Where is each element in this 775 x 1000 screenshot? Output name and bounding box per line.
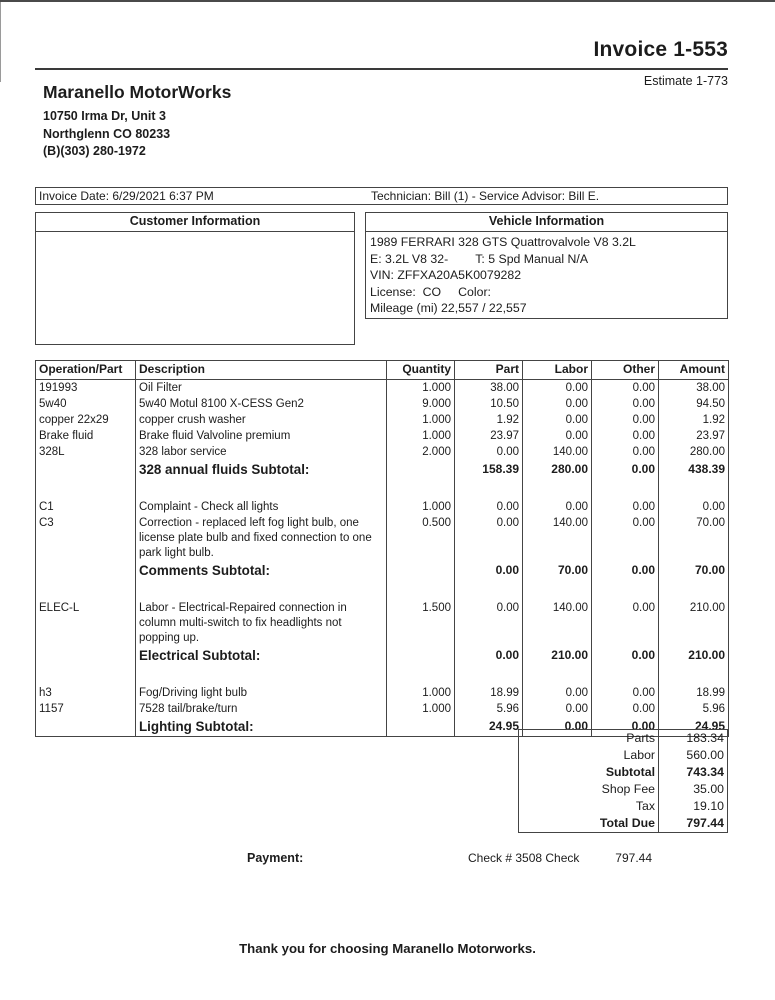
cell-qty: 9.000: [387, 396, 455, 412]
subtotal-amount: 24.95: [659, 717, 729, 737]
cell-operation-part: [36, 717, 136, 737]
customer-information-title: Customer Information: [36, 213, 354, 232]
totals-value: 743.34: [686, 765, 724, 779]
cell-operation-part: C1: [36, 499, 136, 515]
cell-qty: 1.000: [387, 685, 455, 701]
table-row: [36, 600, 729, 646]
totals-label: Labor: [519, 747, 659, 764]
table-header-row: [36, 361, 729, 380]
subtotal-label: Lighting Subtotal:: [136, 717, 387, 737]
cell-operation-part: 5w40: [36, 396, 136, 412]
cell-operation-part: [36, 561, 136, 580]
subtotal-amount: 70.00: [659, 561, 729, 580]
totals-value: 797.44: [686, 816, 724, 830]
spacer-cell: [136, 479, 387, 499]
vehicle-info-line: License: CO Color:: [370, 284, 491, 299]
table-row: [36, 701, 729, 717]
cell-description: copper crush washer: [136, 412, 387, 428]
cell-qty: 1.000: [387, 428, 455, 444]
cell-amount: 70.00: [659, 515, 729, 561]
column-header-part: Part: [455, 361, 523, 380]
spacer-row: [36, 479, 729, 499]
spacer-cell: [523, 580, 592, 600]
subtotal-part: 0.00: [455, 646, 523, 665]
table-row: [36, 396, 729, 412]
cell-part: 1.92: [455, 412, 523, 428]
cell-operation-part: copper 22x29: [36, 412, 136, 428]
cell-labor: 140.00: [523, 515, 592, 561]
payment-method: Check # 3508 Check: [468, 851, 580, 865]
cell-other: 0.00: [592, 685, 659, 701]
totals-value: 183.34: [686, 731, 724, 745]
spacer-cell: [592, 580, 659, 600]
spacer-row: [36, 665, 729, 685]
subtotal-row: [36, 646, 729, 665]
estimate-reference: Estimate 1-773: [643, 74, 728, 88]
table-row: [36, 380, 729, 397]
cell-other: 0.00: [592, 412, 659, 428]
spacer-cell: [592, 479, 659, 499]
spacer-cell: [136, 580, 387, 600]
cell-operation-part: C3: [36, 515, 136, 561]
company-address-line2: Northglenn CO 80233: [43, 126, 171, 141]
subtotal-part: 0.00: [455, 561, 523, 580]
cell-other: 0.00: [592, 600, 659, 646]
totals-label: Subtotal: [519, 764, 659, 781]
vehicle-information-body: [366, 232, 727, 319]
totals-row: [519, 815, 727, 832]
cell-part: 0.00: [455, 444, 523, 460]
cell-other: 0.00: [592, 701, 659, 717]
totals-value: 560.00: [686, 748, 724, 762]
table-row: [36, 515, 729, 561]
technician-info: Technician: Bill (1) - Service Advisor: Bill E.: [371, 189, 600, 203]
cell-part: 5.96: [455, 701, 523, 717]
cell-other: 0.00: [592, 499, 659, 515]
cell-other: 0.00: [592, 515, 659, 561]
vehicle-information-title: Vehicle Information: [366, 213, 727, 232]
spacer-cell: [387, 479, 455, 499]
cell-labor: 0.00: [523, 499, 592, 515]
subtotal-part: 24.95: [455, 717, 523, 737]
table-row: [36, 444, 729, 460]
table-row: [36, 685, 729, 701]
cell-other: 0.00: [592, 428, 659, 444]
spacer-row: [36, 580, 729, 600]
cell-labor: 0.00: [523, 380, 592, 397]
cell-operation-part: ELEC-L: [36, 600, 136, 646]
cell-part: 0.00: [455, 515, 523, 561]
cell-description: Oil Filter: [136, 380, 387, 397]
spacer-cell: [592, 665, 659, 685]
cell-operation-part: [36, 460, 136, 479]
cell-part: 38.00: [455, 380, 523, 397]
cell-description: 5w40 Motul 8100 X-CESS Gen2: [136, 396, 387, 412]
totals-row: [519, 747, 727, 764]
column-header-operation-part: Operation/Part: [36, 361, 136, 380]
column-header-description: Description: [136, 361, 387, 380]
spacer-cell: [659, 479, 729, 499]
subtotal-other: 0.00: [592, 460, 659, 479]
cell-description: Complaint - Check all lights: [136, 499, 387, 515]
spacer-cell: [455, 580, 523, 600]
cell-description: Labor - Electrical-Repaired connection in column multi-switch to fix headlights not popping up.: [136, 600, 387, 646]
cell-operation-part: 328L: [36, 444, 136, 460]
subtotal-labor: 0.00: [523, 717, 592, 737]
column-header-labor: Labor: [523, 361, 592, 380]
cell-qty: 1.000: [387, 701, 455, 717]
cell-amount: 1.92: [659, 412, 729, 428]
cell-qty: [387, 717, 455, 737]
table-row: [36, 428, 729, 444]
subtotal-amount: 210.00: [659, 646, 729, 665]
header-divider-rule: [35, 68, 728, 70]
cell-part: 23.97: [455, 428, 523, 444]
vehicle-info-line: Mileage (mi) 22,557 / 22,557: [370, 301, 527, 316]
payment-label: Payment:: [247, 851, 304, 865]
cell-amount: 280.00: [659, 444, 729, 460]
cell-qty: 1.000: [387, 380, 455, 397]
company-name: Maranello MotorWorks: [43, 82, 232, 102]
vehicle-information-box: [365, 212, 728, 319]
totals-row: [519, 730, 727, 747]
spacer-cell: [523, 479, 592, 499]
cell-description: Fog/Driving light bulb: [136, 685, 387, 701]
subtotal-other: 0.00: [592, 717, 659, 737]
invoice-meta-bar: [35, 187, 728, 205]
cell-operation-part: Brake fluid: [36, 428, 136, 444]
cell-labor: 0.00: [523, 428, 592, 444]
cell-qty: 1.500: [387, 600, 455, 646]
spacer-cell: [36, 580, 136, 600]
spacer-cell: [659, 580, 729, 600]
payment-amount: 797.44: [615, 851, 652, 865]
customer-information-box: [35, 212, 355, 345]
company-phone: (B)(303) 280-1972: [43, 144, 146, 158]
table-row: [36, 412, 729, 428]
cell-amount: 5.96: [659, 701, 729, 717]
spacer-cell: [659, 665, 729, 685]
invoice-number-title: Invoice 1-553: [593, 38, 728, 61]
cell-part: 0.00: [455, 499, 523, 515]
cell-amount: 94.50: [659, 396, 729, 412]
cell-amount: 38.00: [659, 380, 729, 397]
cell-amount: 23.97: [659, 428, 729, 444]
thank-you-note: Thank you for choosing Maranello Motorworks.: [239, 941, 536, 956]
totals-row: [519, 798, 727, 815]
spacer-cell: [36, 665, 136, 685]
cell-amount: 0.00: [659, 499, 729, 515]
totals-label: Total Due: [519, 815, 659, 832]
subtotal-label: Electrical Subtotal:: [136, 646, 387, 665]
spacer-cell: [455, 665, 523, 685]
subtotal-row: [36, 460, 729, 479]
cell-part: 0.00: [455, 600, 523, 646]
subtotal-part: 158.39: [455, 460, 523, 479]
cell-labor: 140.00: [523, 600, 592, 646]
cell-operation-part: h3: [36, 685, 136, 701]
spacer-cell: [136, 665, 387, 685]
totals-row: [519, 781, 727, 798]
invoice-date: Invoice Date: 6/29/2021 6:37 PM: [39, 189, 214, 203]
subtotal-amount: 438.39: [659, 460, 729, 479]
subtotal-other: 0.00: [592, 646, 659, 665]
cell-part: 18.99: [455, 685, 523, 701]
vehicle-info-line: 1989 FERRARI 328 GTS Quattrovalvole V8 3.2L: [370, 235, 636, 249]
totals-value: 35.00: [693, 782, 724, 796]
cell-operation-part: 1157: [36, 701, 136, 717]
cell-labor: 0.00: [523, 701, 592, 717]
vehicle-info-line: E: 3.2L V8 32- T: 5 Spd Manual N/A: [370, 251, 589, 266]
spacer-cell: [523, 665, 592, 685]
subtotal-labor: 280.00: [523, 460, 592, 479]
totals-value: 19.10: [693, 799, 724, 813]
subtotal-labor: 70.00: [523, 561, 592, 580]
line-items-table-wrap: [35, 360, 729, 737]
cell-qty: 1.000: [387, 499, 455, 515]
cell-part: 10.50: [455, 396, 523, 412]
company-block: [43, 82, 231, 161]
cell-qty: 1.000: [387, 412, 455, 428]
spacer-cell: [387, 665, 455, 685]
cell-description: Brake fluid Valvoline premium: [136, 428, 387, 444]
cell-amount: 18.99: [659, 685, 729, 701]
subtotal-labor: 210.00: [523, 646, 592, 665]
cell-labor: 0.00: [523, 412, 592, 428]
cell-other: 0.00: [592, 380, 659, 397]
company-address-line1: 10750 Irma Dr, Unit 3: [43, 109, 166, 123]
totals-label: Shop Fee: [519, 781, 659, 798]
totals-row: [519, 764, 727, 781]
cell-qty: [387, 561, 455, 580]
cell-qty: [387, 646, 455, 665]
cell-operation-part: 191993: [36, 380, 136, 397]
cell-description: Correction - replaced left fog light bulb, one license plate bulb and fixed connection to one park light bulb.: [136, 515, 387, 561]
cell-amount: 210.00: [659, 600, 729, 646]
subtotal-label: 328 annual fluids Subtotal:: [136, 460, 387, 479]
cell-other: 0.00: [592, 396, 659, 412]
cell-operation-part: [36, 646, 136, 665]
totals-label: Tax: [519, 798, 659, 815]
subtotal-other: 0.00: [592, 561, 659, 580]
cell-qty: 2.000: [387, 444, 455, 460]
cell-qty: [387, 460, 455, 479]
cell-labor: 0.00: [523, 396, 592, 412]
cell-qty: 0.500: [387, 515, 455, 561]
subtotal-label: Comments Subtotal:: [136, 561, 387, 580]
column-header-quantity: Quantity: [387, 361, 455, 380]
spacer-cell: [455, 479, 523, 499]
cell-labor: 140.00: [523, 444, 592, 460]
line-items-table: [35, 360, 729, 737]
vehicle-info-line: VIN: ZFFXA20A5K0079282: [370, 268, 522, 283]
table-row: [36, 499, 729, 515]
cell-other: 0.00: [592, 444, 659, 460]
spacer-cell: [36, 479, 136, 499]
spacer-cell: [387, 580, 455, 600]
column-header-other: Other: [592, 361, 659, 380]
subtotal-row: [36, 561, 729, 580]
cell-labor: 0.00: [523, 685, 592, 701]
column-header-amount: Amount: [659, 361, 729, 380]
totals-label: Parts: [519, 730, 659, 747]
cell-description: 7528 tail/brake/turn: [136, 701, 387, 717]
totals-summary-box: [518, 729, 728, 833]
cell-description: 328 labor service: [136, 444, 387, 460]
